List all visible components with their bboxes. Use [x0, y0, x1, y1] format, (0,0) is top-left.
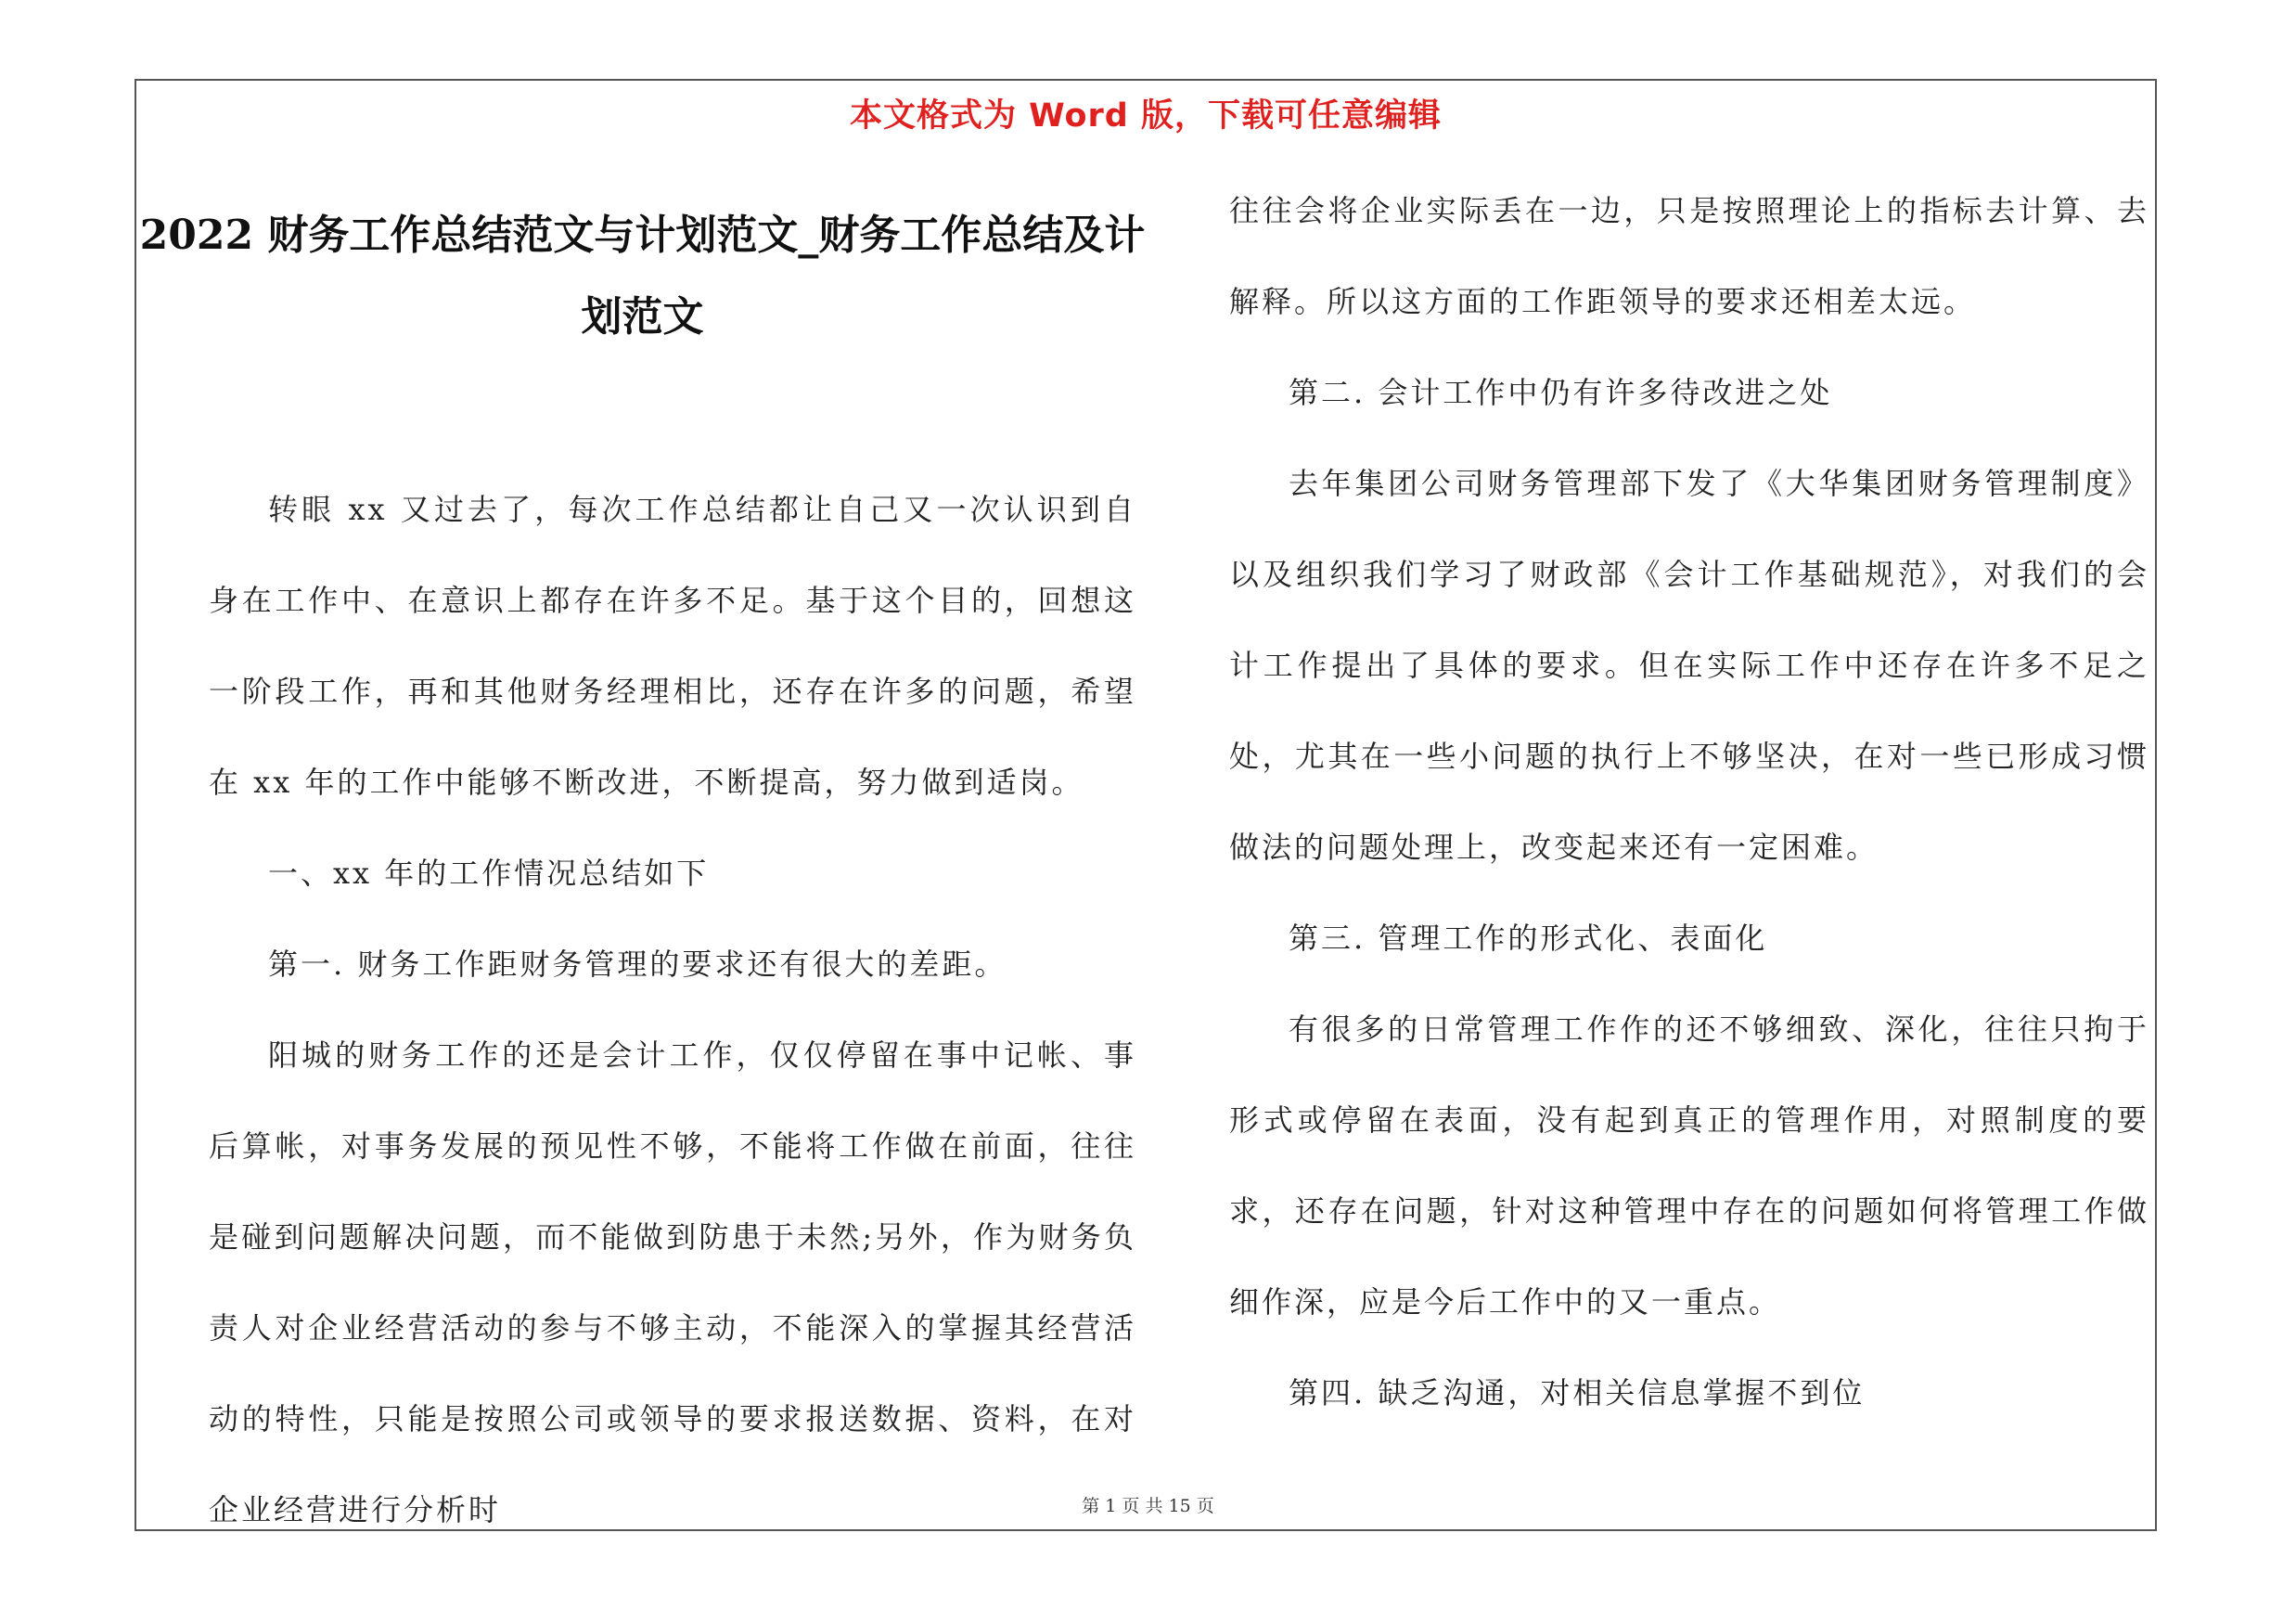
paragraph-continued: 往往会将企业实际丢在一边，只是按照理论上的指标去计算、去解释。所以这方面的工作距领导的要求还相差太远。 [1229, 193, 2149, 319]
paragraph-first-point: 第一. 财务工作距财务管理的要求还有很大的差距。 [268, 947, 1007, 982]
paragraph-accounting: 去年集团公司财务管理部下发了《大华集团财务管理制度》以及组织我们学习了财政部《会计工作基础规范》，对我们的会计工作提出了具体的要求。但在实际工作中还存在许多不足之处，尤其在一些小问题的执行上不够坚决，在对一些已形成习惯做法的问题处理上，改变起来还有一定困难。 [1229, 466, 2149, 865]
paragraph-third-point: 第三. 管理工作的形式化、表面化 [1289, 921, 1768, 956]
paragraph-section-1-heading: 一、xx 年的工作情况总结如下 [268, 856, 710, 891]
paragraph-fourth-point: 第四. 缺乏沟通，对相关信息掌握不到位 [1289, 1375, 1866, 1410]
format-banner: 本文格式为 Word 版，下载可任意编辑 [849, 97, 1443, 135]
document-title: 2022 财务工作总结范文与计划范文_财务工作总结及计划范文 [139, 212, 1146, 341]
paragraph-management: 有很多的日常管理工作作的还不够细致、深化，往往只拘于形式或停留在表面，没有起到真正的管理作用，对照制度的要求，还存在问题，针对这种管理中存在的问题如何将管理工作做细作深，应是今后工作中的又一重点。 [1229, 1011, 2149, 1320]
paragraph-second-point: 第二. 会计工作中仍有许多待改进之处 [1289, 375, 1833, 410]
paragraph-yangcheng: 阳城的财务工作的还是会计工作，仅仅停留在事中记帐、事后算帐，对事务发展的预见性不够，不能将工作做在前面，往往是碰到问题解决问题，而不能做到防患于未然;另外，作为财务负责人对企业经营活动的参与不够主动，不能深入的掌握其经营活动的特性，只能是按照公司或领导的要求报送数据、资料，在对企业经营进行分析时 [209, 1037, 1136, 1527]
page-number: 第 1 页 共 15 页 [1082, 1496, 1214, 1516]
paragraph-intro: 转眼 xx 又过去了，每次工作总结都让自己又一次认识到自身在工作中、在意识上都存在许多不足。基于这个目的，回想这一阶段工作，再和其他财务经理相比，还存在许多的问题，希望在 xx 年的工作中能够不断改进，不断提高，努力做到适岗。 [209, 492, 1136, 800]
